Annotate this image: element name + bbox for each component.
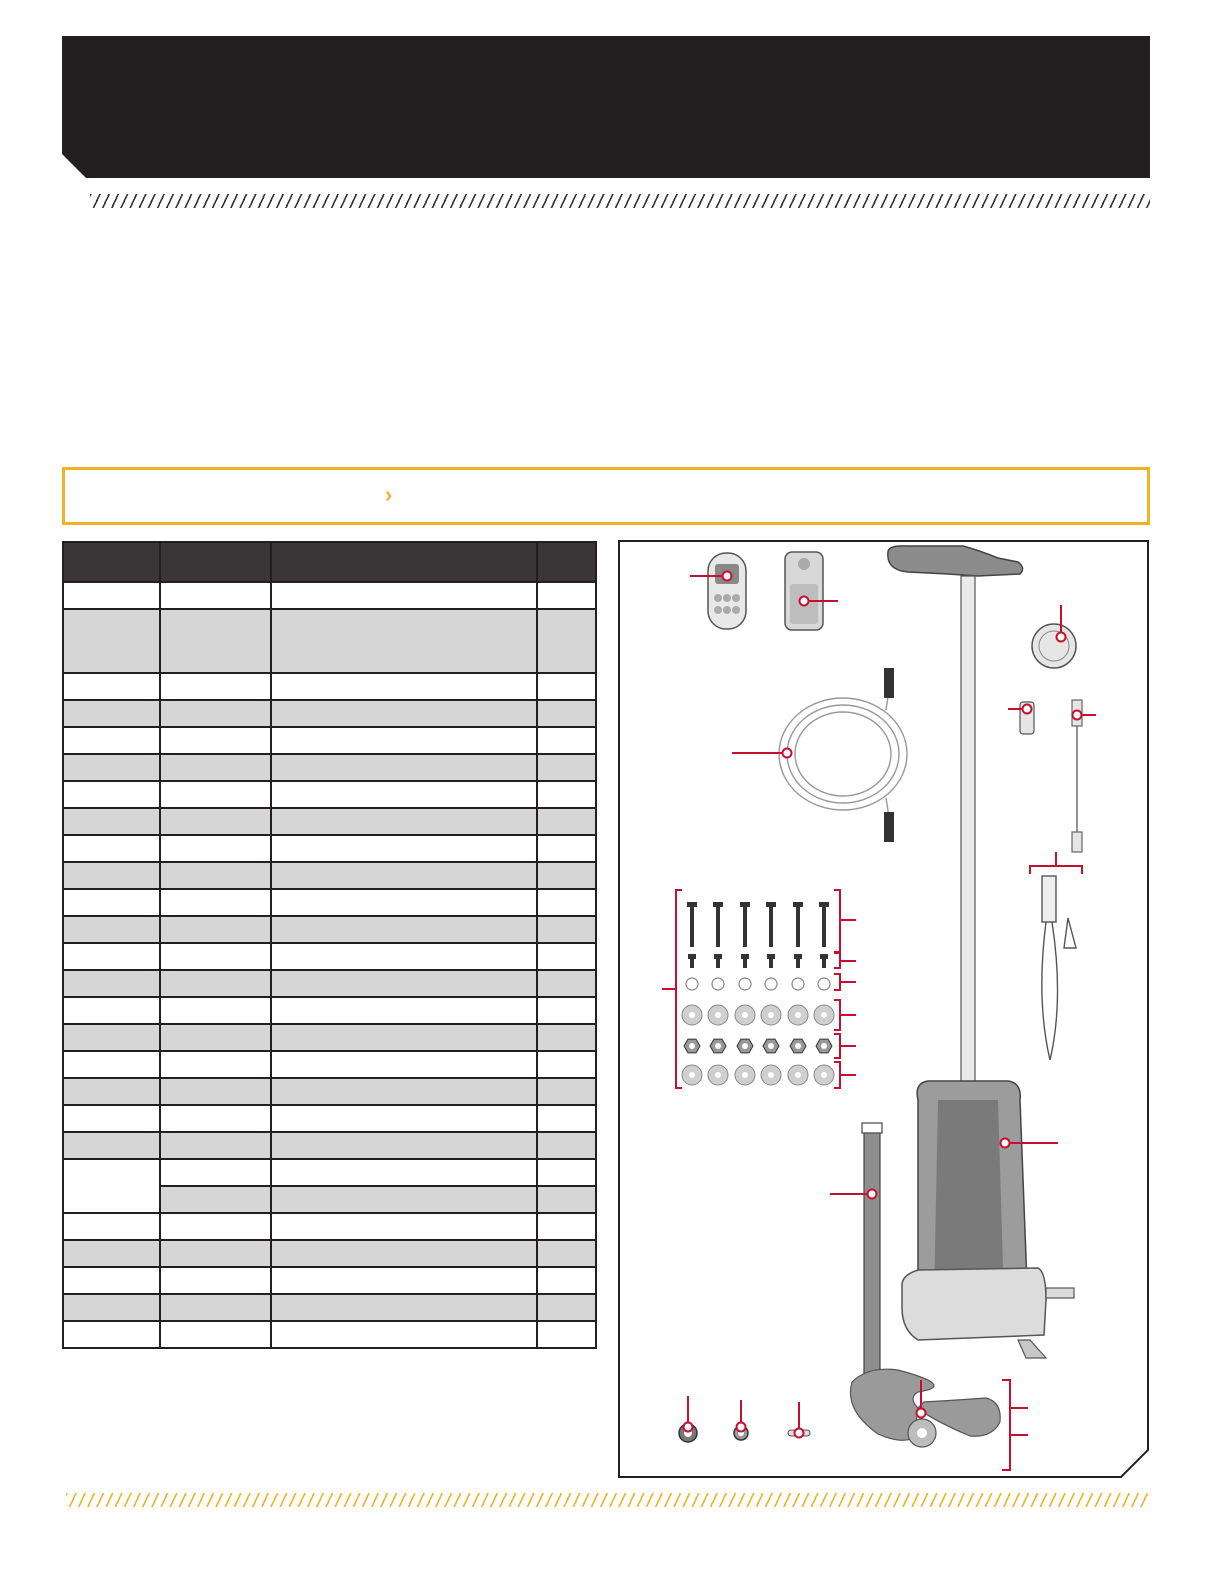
column-header-part-number [160,542,271,582]
table-row [63,1321,596,1348]
notice-box [62,467,1150,525]
table-row [63,970,596,997]
lock-washer-icon [739,978,751,990]
parts-diagram [618,540,1149,1478]
bolt-icon [743,905,747,947]
screw-icon [822,958,826,968]
table-row [63,727,596,754]
table-row [63,862,596,889]
table-row [63,808,596,835]
table-row [63,1105,596,1132]
hardware-illustration [662,890,856,1088]
bolt-icon [690,905,694,947]
lock-washer-icon [712,978,724,990]
table-row [63,1132,596,1159]
propeller-illustration [850,1369,1000,1447]
screw-icon [743,958,747,968]
lanyard-illustration [1042,876,1076,1060]
table-row [63,1159,596,1186]
parts-table-header-row [63,542,596,582]
motor-head-illustration [888,546,1023,1101]
table-row [63,754,596,781]
table-row [63,700,596,727]
cap-illustration [1032,624,1076,668]
table-row [63,997,596,1024]
table-row [63,1267,596,1294]
sensor-cable-illustration [1072,700,1082,852]
strap-illustration [862,1123,882,1375]
footer-hatch-divider [66,1493,1150,1507]
table-row [63,582,596,609]
table-row [63,673,596,700]
bolt-icon [822,905,826,947]
remote-control-illustration [708,553,746,629]
column-header-description [271,542,537,582]
bolt-icon [716,905,720,947]
table-row [63,609,596,673]
table-row [63,835,596,862]
lock-washer-icon [765,978,777,990]
column-header-quantity [537,542,596,582]
lock-washer-icon [792,978,804,990]
parts-table [62,541,597,1349]
table-row [63,1024,596,1051]
table-row [63,1240,596,1267]
table-row [63,1051,596,1078]
remote-back-illustration [785,552,823,630]
coiled-cable-illustration [779,668,907,842]
header-banner [62,36,1150,178]
bolt-icon [769,905,773,947]
screw-icon [690,958,694,968]
bolt-icon [796,905,800,947]
table-row [63,916,596,943]
screw-icon [796,958,800,968]
shaft-illustration [961,576,975,1101]
lock-washer-icon [686,978,698,990]
chevron-right-icon: › [385,482,393,507]
header-hatch-divider [90,194,1150,208]
table-row [63,781,596,808]
lower-unit-illustration [902,1081,1074,1358]
screw-icon [769,958,773,968]
lock-washer-icon [818,978,830,990]
table-row [63,1213,596,1240]
table-row [63,943,596,970]
notice-text [65,472,71,486]
table-row [63,889,596,916]
column-header-item [63,542,160,582]
table-row [63,1078,596,1105]
table-row [63,1294,596,1321]
screw-icon [716,958,720,968]
